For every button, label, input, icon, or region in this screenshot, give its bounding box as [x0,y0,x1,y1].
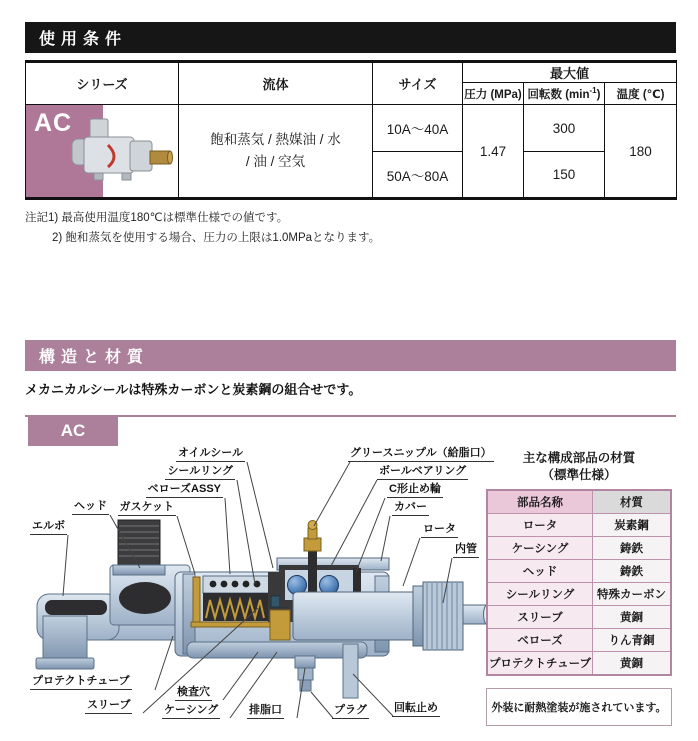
series-cell-ac [26,105,179,199]
label-head: ヘッド [72,500,109,515]
col-header-pressure: 圧力 (MPa) [463,83,524,105]
label-cover: カバー [392,501,429,516]
materials-table [486,489,672,676]
label-elbow: エルボ [30,520,67,535]
grease-outlet-part [295,656,315,668]
elbow-part [36,594,119,669]
part-material: 鋳鉄 [593,560,672,583]
series-name: AC [34,109,73,137]
rotation-header-sup: -1 [589,85,597,95]
note-line-2: 2) 飽和蒸気を使用する場合、圧力の上限は1.0MPaとなります。 [52,231,381,244]
col-header-series: シリーズ [26,62,179,105]
materials-col-material: 材質 [593,490,672,514]
usage-conditions-table [25,60,677,200]
part-name: ヘッド [487,560,593,583]
part-material: 黄銅 [593,652,672,676]
materials-title [486,450,672,484]
fluid-line-1: 飽和蒸気 / 熱媒油 / 水 [210,132,341,148]
table-row [487,583,671,606]
rotation-stop-part [343,644,358,698]
label-sleeve: スリーブ [85,699,132,714]
table-row [487,537,671,560]
usage-notes [25,209,380,248]
structure-intro: メカニカルシールは特殊カーボンと炭素鋼の組合せです。 [25,382,362,397]
size-value-small: 10A〜40A [373,105,463,152]
pressure-value: 1.47 [463,105,524,199]
coating-note-box [486,688,672,726]
part-material: 鋳鉄 [593,537,672,560]
ac-series-tab: AC [28,416,118,446]
label-casing: ケーシング [162,704,220,719]
rotation-header-text: 回転数 (min [527,88,590,101]
ac-tab-rule [25,415,676,417]
label-inner-tube: 内管 [453,543,479,558]
fluid-line-2: / 油 / 空気 [245,154,306,169]
usage-conditions-header [25,22,676,53]
part-material: 炭素鋼 [593,514,672,537]
col-header-rotation [524,83,605,105]
col-header-size: サイズ [373,62,463,105]
fluid-value [179,105,373,199]
part-name: プロテクトチューブ [487,652,593,676]
label-grease-outlet: 排脂口 [247,704,284,719]
table-row [487,514,671,537]
table-row [487,629,671,652]
label-gasket: ガスケット [118,501,176,516]
label-plug: プラグ [332,704,369,719]
table-row [487,652,671,676]
label-oil-seal: オイルシール [176,447,245,462]
table-row [487,560,671,583]
rotor-part [293,582,463,650]
part-name: ベローズ [487,629,593,652]
label-protect-tube: プロテクトチューブ [30,675,132,690]
label-ball-bearing: ボールベアリング [377,465,468,480]
part-name: シールリング [487,583,593,606]
part-material: 特殊カーボン [593,583,672,606]
note-line-1: 注記1) 最高使用温度180℃は標準仕様での値です。 [25,212,289,224]
rotation-header-close: ) [596,88,601,101]
structure-header [25,340,676,371]
table-row [487,606,671,629]
label-bellows-assy: ベローズASSY [146,483,223,498]
label-grease-nipple: グリースニップル（給脂口） [348,447,494,462]
product-photo [66,109,176,198]
plug-part [298,668,313,691]
part-name: ケーシング [487,537,593,560]
size-value-large: 50A〜80A [373,152,463,199]
label-rotation-stop: 回転止め [392,702,440,717]
label-c-ring: C形止め輪 [387,483,443,498]
label-inspection-hole: 検査穴 [175,686,212,701]
rotation-value-small: 300 [524,105,605,152]
label-rotor: ロータ [421,523,458,538]
coating-note-text: 外装に耐熱塗装が施されています。 [491,702,667,714]
materials-col-part: 部品名称 [487,490,593,514]
col-header-temperature: 温度 (℃) [605,83,677,105]
usage-conditions-title: 使用条件 [39,31,128,48]
part-name: ロータ [487,514,593,537]
table-row [26,105,677,152]
part-material: りん青銅 [593,629,672,652]
label-seal-ring: シールリング [165,465,235,480]
materials-title-line2: （標準仕様） [541,467,617,482]
part-name: スリーブ [487,606,593,629]
bellows-assy-part [191,576,273,627]
col-header-max-value: 最大値 [463,62,677,83]
part-material: 黄銅 [593,606,672,629]
temperature-value: 180 [605,105,677,199]
materials-title-line1: 主な構成部品の材質 [522,451,636,465]
rotary-joint-diagram [15,446,490,741]
rotation-value-large: 150 [524,152,605,199]
structure-title: 構造と材質 [39,349,150,366]
col-header-fluid: 流体 [179,62,373,105]
